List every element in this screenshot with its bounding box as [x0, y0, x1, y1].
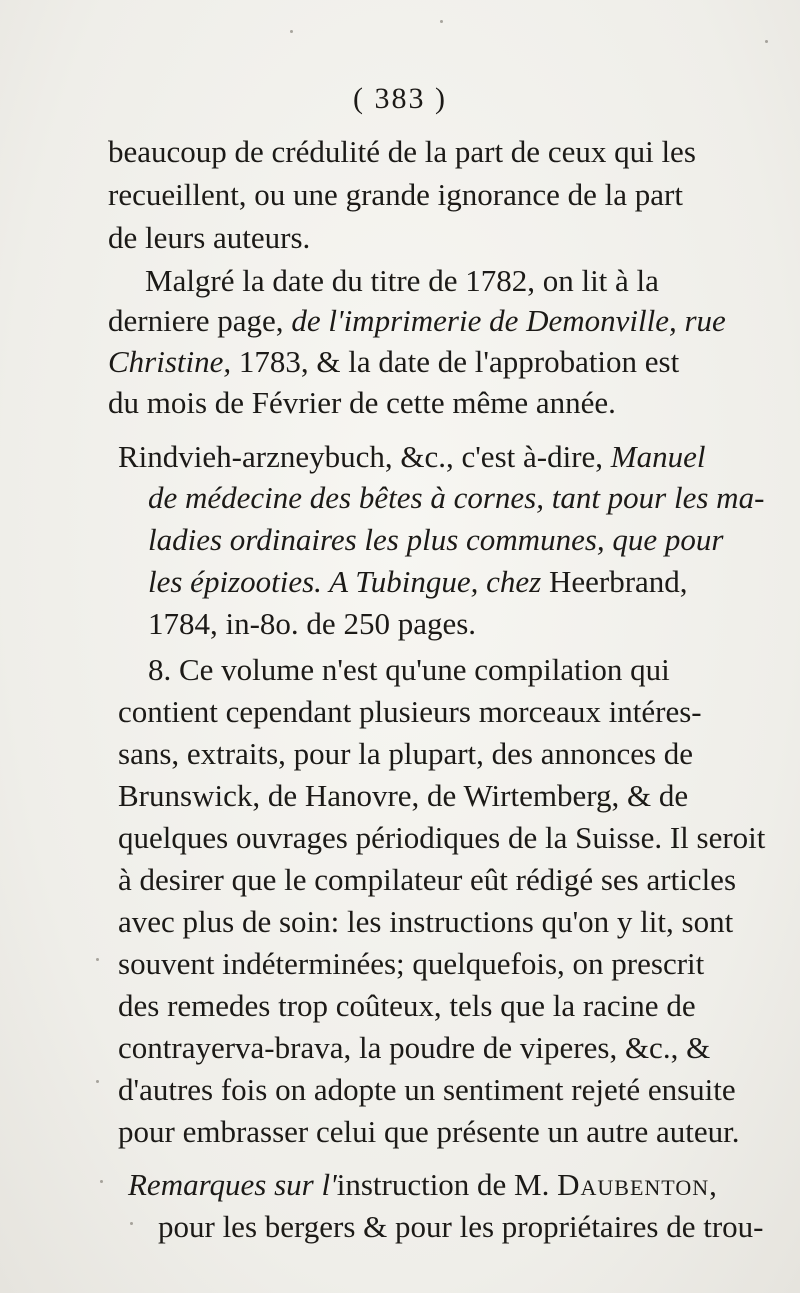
text-line-8: 8. Ce volume n'est qu'une compilation qui — [148, 652, 670, 687]
text-line-4: Malgré la date du titre de 1782, on lit à la — [145, 263, 659, 298]
entry-title-line: Rindvieh-arzneybuch, &c., c'est à-dire, Manuel — [118, 439, 706, 474]
entry-line-2: de médecine des bêtes à cornes, tant pour les ma- — [148, 480, 765, 515]
author-name: Daubenton, — [557, 1167, 718, 1202]
text-line-9: contient cependant plusieurs morceaux intéres- — [118, 694, 702, 729]
text-line-13: à desirer que le compilateur eût rédigé ses articles — [118, 862, 737, 897]
text-line-19: pour embrasser celui que présente un autre auteur. — [118, 1114, 740, 1149]
text-line-7: du mois de Février de cette même année. — [108, 385, 616, 420]
scan-speck — [130, 1222, 133, 1225]
text-line-16: des remedes trop coûteux, tels que la racine de — [118, 988, 696, 1023]
scan-speck — [765, 40, 768, 43]
text-line-3: de leurs auteurs. — [108, 220, 311, 255]
text-line-14: avec plus de soin: les instructions qu'on y lit, sont — [118, 904, 734, 939]
entry2-line-2: pour les bergers & pour les propriétaires de trou- — [158, 1209, 764, 1244]
text-line-18: d'autres fois on adopte un sentiment rejeté ensuite — [118, 1072, 736, 1107]
text-line-1: beaucoup de crédulité de la part de ceux qui les — [108, 134, 696, 169]
entry-line-5: 1784, in-8o. de 250 pages. — [148, 606, 477, 641]
page-number: ( 383 ) — [353, 82, 447, 115]
text-line-11: Brunswick, de Hanovre, de Wirtemberg, & de — [118, 778, 689, 813]
scan-speck — [290, 30, 293, 33]
imprint-italic: de l'imprimerie de Demonville, rue — [291, 303, 726, 338]
text-line-6: Christine, 1783, & la date de l'approbation est — [108, 344, 680, 379]
text-line-2: recueillent, ou une grande ignorance de la part — [108, 177, 683, 212]
entry-line-3: ladies ordinaires les plus communes, que pour — [148, 522, 724, 557]
entry2-title-line: Remarques sur l'instruction de M. Daubenton, — [128, 1167, 718, 1202]
text-line-15: souvent indéterminées; quelquefois, on prescrit — [118, 946, 705, 981]
scan-speck — [96, 1080, 99, 1083]
entry-line-4: les épizooties. A Tubingue, chez Heerbrand, — [148, 564, 688, 599]
text-line-5: derniere page, de l'imprimerie de Demonville, rue — [108, 303, 726, 338]
scan-speck — [440, 20, 443, 23]
text-line-17: contrayerva-brava, la poudre de viperes, &c., & — [118, 1030, 711, 1065]
scan-speck — [96, 958, 99, 961]
text-line-10: sans, extraits, pour la plupart, des annonces de — [118, 736, 694, 771]
text-line-12: quelques ouvrages périodiques de la Suisse. Il seroit — [118, 820, 766, 855]
street-italic: Christine, — [108, 344, 232, 379]
scan-speck — [100, 1180, 103, 1183]
